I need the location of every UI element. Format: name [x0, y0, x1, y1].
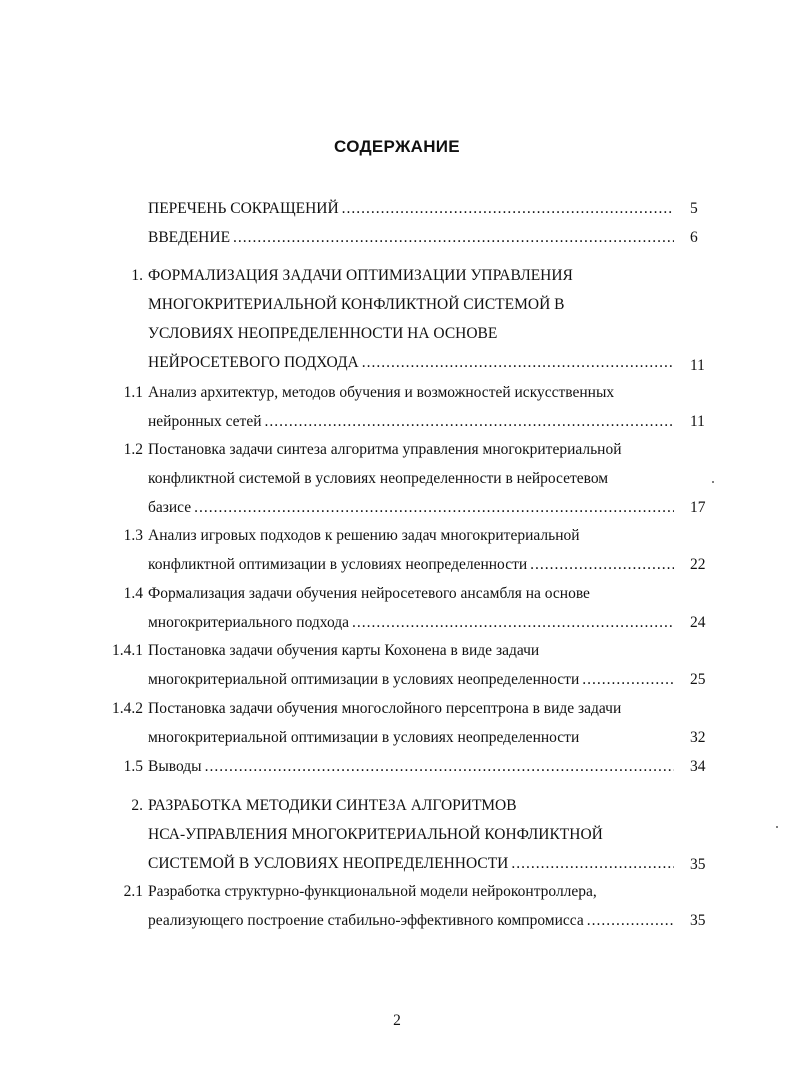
toc-entry-number: 1.3 — [123, 527, 143, 544]
toc-entry-line — [148, 669, 706, 691]
toc-entry-title: Анализ архитектур, методов обучения и возможностей искусственных — [148, 384, 615, 401]
toc-entry-line — [123, 583, 708, 605]
leader-dots — [582, 669, 674, 691]
toc-entry-line — [123, 382, 708, 404]
toc-entry-title: РАЗРАБОТКА МЕТОДИКИ СИНТЕЗА АЛГОРИТМОВ — [148, 797, 517, 814]
toc-entry-line — [148, 853, 706, 875]
toc-entry-number: 2.1 — [123, 883, 143, 900]
leader-dots — [587, 910, 674, 932]
toc-entry-title: нейронных сетей — [148, 413, 262, 430]
toc-entry-line — [123, 881, 708, 903]
toc-entry-title: базисе — [148, 499, 192, 516]
scan-speck — [712, 481, 714, 483]
toc-entry-page: 11 — [690, 357, 705, 374]
toc-entry-title: реализующего построение стабильно-эффективного компромисса — [148, 912, 584, 929]
toc-entry-number: 1.5 — [123, 758, 143, 775]
toc-entry — [148, 227, 698, 249]
toc-entry-title: УСЛОВИЯХ НЕОПРЕДЕЛЕННОСТИ НА ОСНОВЕ — [148, 325, 498, 342]
leader-dots — [352, 612, 674, 634]
toc-entry-line — [148, 294, 708, 316]
toc-entry-title: ФОРМАЛИЗАЦИЯ ЗАДАЧИ ОПТИМИЗАЦИИ УПРАВЛЕНИЯ — [148, 267, 573, 284]
toc-entry-title: НЕЙРОСЕТЕВОГО ПОДХОДА — [148, 354, 359, 371]
toc-entry-title: Постановка задачи синтеза алгоритма управления многокритериальной — [148, 441, 622, 458]
leader-dots — [265, 411, 675, 433]
toc-entry-title: конфликтной оптимизации в условиях неопределенности — [148, 556, 528, 573]
toc-entry-title: многокритериального подхода — [148, 614, 350, 631]
toc-entry-title: Постановка задачи обучения карты Кохонена в виде задачи — [148, 642, 540, 659]
toc-entry-number: 2. — [131, 797, 143, 814]
toc-entry-title: Постановка задачи обучения многослойного персептрона в виде задачи — [148, 700, 622, 717]
toc-entry-title: конфликтной системой в условиях неопределенности в нейросетевом — [148, 470, 609, 487]
toc-entry-page: 11 — [690, 413, 705, 430]
toc-entry-line — [148, 411, 705, 433]
toc-entry-line — [148, 554, 706, 576]
toc-entry-title: многокритериальной оптимизации в условиях неопределенности — [148, 671, 580, 688]
toc-entry-title: Анализ игровых подходов к решению задач многокритериальной — [148, 527, 580, 544]
toc-entry — [148, 198, 698, 220]
toc-entry-page: 35 — [690, 856, 706, 873]
toc-entry-page: 32 — [690, 729, 706, 746]
toc-entry-title: многокритериальной оптимизации в условиях неопределенности — [148, 729, 580, 746]
toc-entry-number: 1. — [131, 267, 143, 284]
toc-entry-line — [131, 795, 708, 817]
toc-entry-line — [148, 352, 705, 374]
toc-entry-title: Формализация задачи обучения нейросетевого ансамбля на основе — [148, 585, 590, 602]
toc-entry-number: 1.4 — [123, 585, 143, 602]
toc-entry-page: 17 — [690, 499, 706, 516]
toc-entry-line — [123, 439, 708, 461]
toc-entry — [123, 756, 706, 778]
toc-entry-line — [131, 265, 708, 287]
leader-dots — [233, 227, 674, 249]
toc-entry-page: 25 — [690, 671, 706, 688]
toc-entry-page: 22 — [690, 556, 706, 573]
toc-entry-page: 35 — [690, 912, 706, 929]
toc-entry-line — [148, 727, 708, 749]
toc-entry-number: 1.4.1 — [112, 642, 143, 659]
toc-entry-title: НСА-УПРАВЛЕНИЯ МНОГОКРИТЕРИАЛЬНОЙ КОНФЛИКТНОЙ — [148, 826, 603, 843]
toc-entry-number: 1.1 — [123, 384, 143, 401]
toc-entry-line — [123, 525, 708, 547]
toc-entry-line — [148, 468, 708, 490]
leader-dots — [342, 198, 674, 220]
toc-entry-title: МНОГОКРИТЕРИАЛЬНОЙ КОНФЛИКТНОЙ СИСТЕМОЙ В — [148, 296, 565, 313]
toc-entry-title: Выводы — [148, 758, 202, 775]
toc-entry-title: Разработка структурно-функциональной модели нейроконтроллера, — [148, 883, 597, 900]
toc-entry-page: 6 — [690, 229, 698, 246]
toc-entry-number: 1.2 — [123, 441, 143, 458]
leader-dots — [194, 497, 674, 519]
toc-entry-title: ВВЕДЕНИЕ — [148, 229, 231, 246]
toc-entry-number: 1.4.2 — [112, 700, 143, 717]
toc-entry-line — [148, 824, 708, 846]
toc-entry-page: 34 — [690, 758, 706, 775]
leader-dots — [530, 554, 674, 576]
toc-entry-page: 24 — [690, 614, 706, 631]
toc-entry-line — [148, 910, 706, 932]
toc-entry-line — [148, 323, 708, 345]
scan-speck — [776, 826, 778, 828]
toc-entry-line — [112, 698, 708, 720]
page-title: СОДЕРЖАНИЕ — [334, 137, 460, 156]
toc-entry-page: 5 — [690, 200, 698, 217]
leader-dots — [205, 756, 674, 778]
leader-dots — [362, 352, 674, 374]
leader-dots — [511, 853, 674, 875]
toc-entry-title: ПЕРЕЧЕНЬ СОКРАЩЕНИЙ — [148, 200, 339, 217]
toc-entry-line — [148, 612, 706, 634]
toc-entry-line — [112, 640, 708, 662]
toc-entry-line — [148, 497, 706, 519]
page-number: 2 — [393, 1012, 401, 1029]
toc-entry-title: СИСТЕМОЙ В УСЛОВИЯХ НЕОПРЕДЕЛЕННОСТИ — [148, 855, 509, 872]
